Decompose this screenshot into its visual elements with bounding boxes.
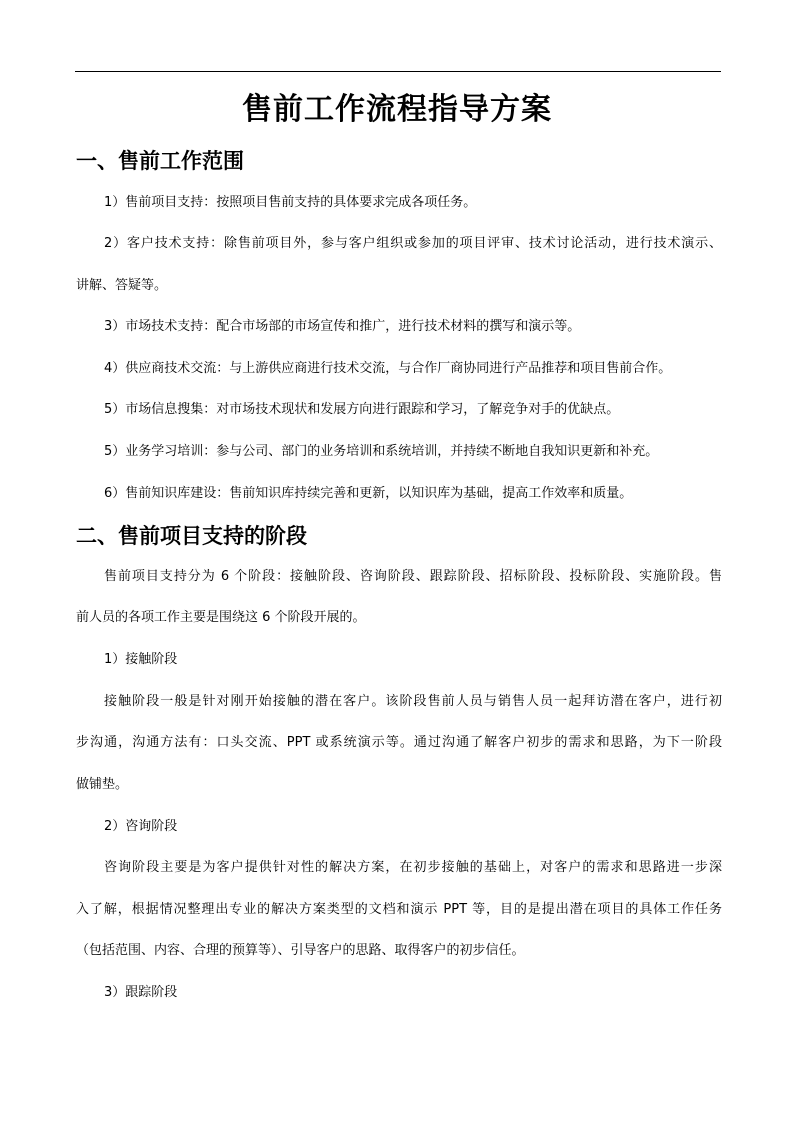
section-heading-scope: 一、售前工作范围 <box>76 149 244 173</box>
scope-item-1: 1）售前项目支持：按照项目售前支持的具体要求完成各项任务。 <box>104 195 477 210</box>
stage-2-text-line-1: 咨询阶段主要是为客户提供针对性的解决方案，在初步接触的基础上，对客户的需求和思路进一步深 <box>104 860 722 875</box>
stages-intro-line-1: 售前项目支持分为 6 个阶段：接触阶段、咨询阶段、跟踪阶段、招标阶段、投标阶段、实施阶段。售 <box>104 569 722 584</box>
section-heading-stages: 二、售前项目支持的阶段 <box>76 524 307 548</box>
stage-2-text-line-3: （包括范围、内容、合理的预算等）、引导客户的思路、取得客户的初步信任。 <box>76 943 525 958</box>
scope-item-4: 4）供应商技术交流：与上游供应商进行技术交流，与合作厂商协同进行产品推荐和项目售前合作。 <box>104 361 672 376</box>
scope-item-7: 6）售前知识库建设：售前知识库持续完善和更新，以知识库为基础，提高工作效率和质量。 <box>104 486 633 501</box>
stage-1-text-line-1: 接触阶段一般是针对刚开始接触的潜在客户。该阶段售前人员与销售人员一起拜访潜在客户，进行初 <box>104 694 722 709</box>
stage-1-text-line-3: 做铺垫。 <box>76 777 129 792</box>
scope-item-3: 3）市场技术支持：配合市场部的市场宣传和推广，进行技术材料的撰写和演示等。 <box>104 319 581 334</box>
header-rule <box>75 71 721 72</box>
stage-1-label: 1）接触阶段 <box>104 652 178 667</box>
document-title: 售前工作流程指导方案 <box>242 92 552 127</box>
stages-intro-line-2: 前人员的各项工作主要是围绕这 6 个阶段开展的。 <box>76 610 366 625</box>
scope-item-2-line-2: 讲解、答疑等。 <box>76 278 168 293</box>
stage-2-text-line-2: 入了解，根据情况整理出专业的解决方案类型的文档和演示 PPT 等，目的是提出潜在项目的具体工作任务 <box>76 902 722 917</box>
stage-2-label: 2）咨询阶段 <box>104 819 178 834</box>
stage-3-label: 3）跟踪阶段 <box>104 985 178 1000</box>
scope-item-6: 5）业务学习培训：参与公司、部门的业务培训和系统培训，并持续不断地自我知识更新和补充。 <box>104 444 659 459</box>
scope-item-2-line-1: 2）客户技术支持：除售前项目外，参与客户组织或参加的项目评审、技术讨论活动，进行技术演示、 <box>104 236 722 251</box>
scope-item-5: 5）市场信息搜集：对市场技术现状和发展方向进行跟踪和学习，了解竞争对手的优缺点。 <box>104 402 620 417</box>
stage-1-text-line-2: 步沟通，沟通方法有：口头交流、PPT 或系统演示等。通过沟通了解客户初步的需求和思路，为下一阶段 <box>76 735 722 750</box>
